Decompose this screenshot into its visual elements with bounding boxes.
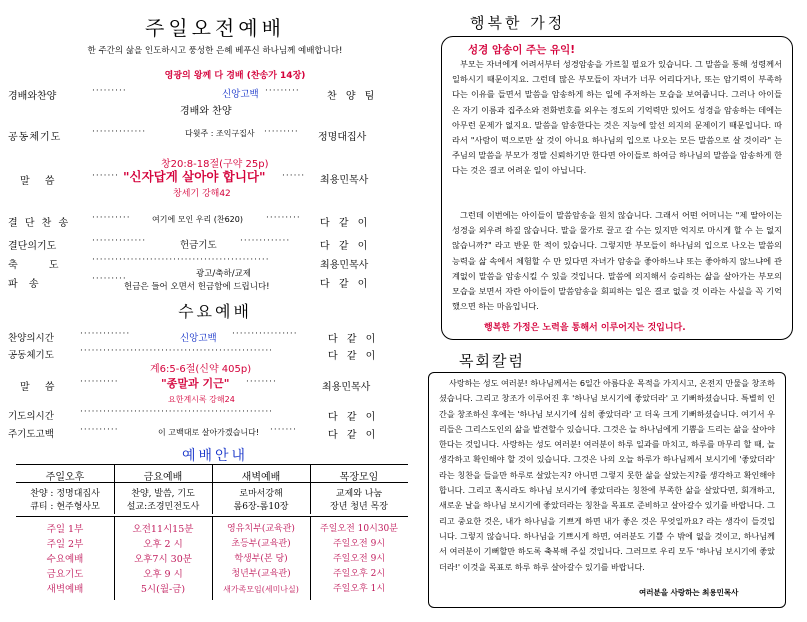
announcements-text: 광고/축하/교제 (196, 269, 251, 279)
schedule-item: 오후 9 시 (143, 569, 183, 580)
offering-note: 헌금은 들어 오면서 헌금함에 드립니다! (124, 282, 270, 292)
guide-cell-line: 큐티 : 현주형사모 (30, 502, 100, 512)
all-together: 다 같 이 (320, 218, 371, 229)
decision-hymn-title: 여기에 모인 우리 (찬620) (152, 215, 243, 224)
community-prayer-label: 공동체기도 (8, 132, 62, 143)
dot-leader: ·················································· (80, 346, 274, 356)
preacher-name: 최용민목사 (322, 382, 371, 393)
dot-leader: ·············································· (92, 255, 270, 265)
happy-home-paragraph: 부모는 자녀에게 어려서부터 성경암송을 가르칠 필요가 있습니다. 그 말씀을 통해 성령께서 일하시기 때문이지요. 그런데 많은 부모들이 자녀가 너무 어리다거나, 또는 암기력이 부족하다는 이유를 들면서 말씀을 암송하게 하는 일에 주저하는 모습을 보여줍니다. 그러나 아이들은 자기 이름과 집주소와 전화번호를 외우는 정도의 기억력만 있어도 성경을 암송하는 데에는 아무런 문제가 없지요. 말씀을 암송한다는 것은 지능에 앞선 의지의 문제이기 때문입니다. 따라서 "사람이 떡으로만 살 것이 아니요 하나님의 입으로 나오는 모든 말씀으로 살 것이라" 는 주님의 말씀을 부모가 정말 신뢰하기만 한다면 아이들로 하여금 하나님의 말씀을 암송하게 한다는 것은 결코 어려운 일이 아닙니다. (452, 59, 782, 176)
dot-leader: ················· (232, 329, 298, 339)
pastoral-column-panel (428, 372, 786, 608)
schedule-item: 오후 2 시 (143, 539, 183, 550)
all-together: 다 같 이 (328, 334, 379, 345)
guide-schedule-col (310, 522, 408, 597)
sunday-worship-title: 주일오전예배 (145, 16, 285, 40)
dot-leader: ········· (266, 213, 301, 223)
guide-col-header: 목장모임 (339, 472, 379, 483)
dot-leader: ············· (80, 329, 131, 339)
schedule-item: 오후7시 30분 (134, 554, 192, 565)
lords-prayer-label: 주기도고백 (8, 429, 54, 440)
wednesday-worship-title: 수요예배 (178, 302, 252, 321)
guide-cell-line: 로마서강해 (239, 489, 283, 499)
schedule-item: 주일오전 9시 (332, 554, 386, 564)
guide-cell (310, 488, 408, 514)
all-together: 다 같 이 (328, 412, 379, 423)
dot-leader: ········· (264, 127, 299, 137)
dot-leader: ·············· (92, 236, 147, 246)
prayer-leader-text: 다윗주 : 조익구집사 (185, 129, 255, 138)
creed-text: 신앙고백 (222, 89, 259, 100)
all-together: 다 같 이 (328, 351, 379, 362)
guide-col-header: 금요예배 (143, 472, 183, 483)
worship-label: 경배와찬양 (8, 91, 57, 102)
praise-time-label: 찬양의시간 (8, 333, 54, 344)
dot-leader: ······ (282, 171, 306, 181)
dot-leader: ············· (240, 236, 291, 246)
schedule-item: 주일오후 1시 (332, 584, 386, 594)
guide-cell-line: 찬양 : 정명대집사 (30, 489, 100, 499)
schedule-item: 주일오후 2시 (332, 569, 386, 579)
schedule-item: 초등부(교육관) (231, 539, 291, 549)
guide-cell-line: 설교:조경민전도사 (126, 502, 200, 512)
sermon-title: "신자답게 살아야 합니다" (123, 169, 266, 184)
sermon-label: 말 씀 (20, 176, 61, 187)
dot-leader: ·········· (92, 213, 131, 223)
sermon-title: "종말과 기근" (161, 377, 230, 390)
schedule-item: 학생부(본 당) (234, 554, 288, 564)
happy-home-panel (441, 36, 793, 340)
offering-prayer-text: 헌금기도 (180, 240, 217, 251)
scripture-reference: 창20:8-18절(구약 25p) (161, 159, 269, 170)
happy-home-paragraph: 그런데 이번에는 아이들이 말씀암송을 원치 않습니다. 그래서 어떤 어머니는 "제 딸아이는 성경을 외우려 하질 않습니다. 말을 물가로 끌고 갈 수는 있지만 억지로 마시게 할 수 는 없지 않습니까?" 라고 반문 한 적이 있습니다. 그렇지만 부모들이 하나님의 입으로 나오는 말씀의 능력을 삶 속에서 체험할 수 만 있다면 자녀가 암송을 좋아하느냐 또는 좋아하지 않느냐에 관계없이 말씀을 암송시킬 수 있을 것입니다. 말씀에 의지해서 승리하는 삶을 살아가는 부모의 모습을 보면서 자란 아이들이 말씀암송을 회피하는 일은 결코 없을 것 이라는 사실을 꼭 기억했으면 하는 마음입니다. (452, 210, 782, 312)
dot-leader: ········· (92, 86, 127, 96)
dot-leader: ········· (92, 274, 127, 284)
all-together: 다 같 이 (328, 430, 379, 441)
lords-prayer-text: 이 고백대로 살아가겠습니다! (158, 428, 260, 437)
benediction-name: 최용민목사 (320, 260, 369, 271)
sunday-worship-subtitle: 한 주간의 삶을 인도하시고 풍성한 은혜 베푸신 하나님께 예배합니다! (87, 46, 343, 56)
sending-label: 파 송 (8, 279, 43, 290)
guide-cell (16, 488, 114, 514)
prayer-time-label: 기도의시간 (8, 411, 54, 422)
guide-col-divider (212, 516, 213, 600)
dot-leader: ·········· (80, 377, 119, 387)
all-together: 다 같 이 (320, 241, 371, 252)
scripture-reference: 계6:5-6절(신약 405p) (150, 364, 252, 375)
preacher-name: 최용민목사 (320, 175, 369, 186)
dot-leader: ·········· (80, 425, 119, 435)
guide-cell-line: 장년 청년 목장 (330, 502, 388, 512)
guide-cell (212, 488, 310, 514)
community-prayer-label: 공동체기도 (8, 350, 54, 361)
worship-guide-title: 예배안내 (181, 448, 249, 464)
pastoral-column-title: 목회칼럼 (459, 352, 525, 370)
sermon-label: 말 씀 (20, 382, 61, 393)
prelude-hymn: 영광의 왕께 다 경배 (찬송가 14장) (164, 71, 306, 81)
worship-leader: 찬 양 팀 (327, 91, 378, 102)
guide-cell-line: 롬6장-롬10장 (233, 502, 289, 512)
guide-cell-line: 찬양, 발씀, 기도 (131, 489, 195, 499)
schedule-item: 금요기도 (46, 569, 84, 580)
schedule-item: 새가족모임(세미나실) (223, 585, 299, 594)
guide-col-divider (114, 516, 115, 600)
worship-praise-text: 경배와 찬양 (180, 106, 232, 117)
sermon-series: 요한계시록 강해24 (168, 395, 235, 404)
dot-leader: ······· (270, 425, 298, 435)
guide-schedule-col (16, 522, 114, 597)
all-together: 다 같 이 (320, 279, 371, 290)
creed-text: 신앙고백 (180, 333, 217, 344)
happy-home-heading: 성경 암송이 주는 유익! (468, 44, 576, 56)
schedule-item: 주일오전 10시30분 (320, 524, 398, 534)
guide-schedule-col (114, 522, 212, 597)
dot-leader: ········· (265, 86, 300, 96)
guide-col-divider (310, 516, 311, 600)
schedule-item: 오전11시15분 (132, 524, 194, 535)
pastoral-column-body: 사랑하는 성도 여러분! 하나님께서는 6일간 아름다운 목적을 가지시고, 온전지 만물을 창조하셨습니다. 그리고 창조가 이루어진 후 '하나님 보시기에 좋았더라' 고 기뻐하셨습니다. 특별히 인간을 창조하신 후에는 '하나님 보시기에 심히 좋았더라' 고 더욱 크게 기뻐하셨습니다. 여기서 우리들은 그리스도인의 삶을 발견할수 있습니다. 그것은 늘 하나님에게 기쁨을 드리는 삶을 살아야 한다는 것입니다. 사랑하는 성도 여러분! 여러분이 하루 일과를 마치고, 하루를 마무리 할 때, 늘 생각하고 확인해야 할 것이 있습니다. 그것은 나의 오늘 하루가 하나님께서 보시기에 '좋았더라' 라는 칭찬을 들을만 하루로 살았는지? 아니면 그렇지 못한 삶을 살았는지?를 생각하고 확인해야 합니다. 그리고 혹시라도 하나님 보시기에 좋았더라는 칭찬에 부족한 삶을 살았다면, 회개하고, 새로운 날을 하나님 보시기에 좋았더라는 칭찬을 목표로 준비하고 살아갈수 있기를 바랍니다. 그리고 중요한 것은, 내가 하나님을 기쁘게 하면 내가 좋은 것은 무엇일까요? 라는 생각이 들것입니다. 그렇지 않습니다. 하나님을 기쁘시게 하면, 여러분도 기쁠 수 밖에 없을 것이고, 하나님께서 여러분이 기뻐할만 하도록 축복해 주실 것입니다. 그러므로 우리 모두 '하나님 보시기에 좋았더라!' 이것을 목표로 하루 하루 살아갈수 있기를 바랍니다. (439, 378, 775, 572)
schedule-item: 영유치부(교육관) (227, 524, 295, 534)
happy-home-title: 행복한 가정 (470, 14, 566, 32)
guide-schedule-col (212, 522, 310, 597)
schedule-item: 주일오전 9시 (332, 539, 386, 549)
schedule-item: 주일 1부 (46, 524, 84, 535)
guide-col-header: 새벽예배 (241, 472, 281, 483)
dot-leader: ·················································· (80, 407, 274, 417)
prayer-name: 정명대집사 (318, 132, 367, 143)
schedule-item: 청년부(교육관) (231, 569, 291, 579)
dot-leader: ········ (246, 377, 277, 387)
dot-leader: ·············· (92, 127, 147, 137)
pastoral-column-signature: 여러분을 사랑하는 최용민목사 (639, 588, 739, 597)
sermon-series: 창세기 강해42 (173, 189, 231, 199)
decision-prayer-label: 결단의기도 (8, 241, 57, 252)
happy-home-footer: 행복한 가정은 노력을 통해서 이루어지는 것입니다. (484, 323, 686, 333)
decision-hymn-label: 결 단 찬 송 (8, 218, 71, 229)
schedule-item: 주일 2부 (46, 539, 84, 550)
benediction-label: 축 도 (8, 260, 73, 271)
guide-col-header: 주일오후 (45, 472, 85, 483)
dot-leader: ······· (92, 171, 120, 181)
schedule-item: 새벽예배 (46, 584, 84, 595)
guide-cell (114, 488, 212, 514)
schedule-item: 5시(월-금) (140, 584, 186, 595)
guide-cell-line: 교제와 나눔 (335, 489, 383, 499)
schedule-item: 수요예배 (46, 554, 84, 565)
